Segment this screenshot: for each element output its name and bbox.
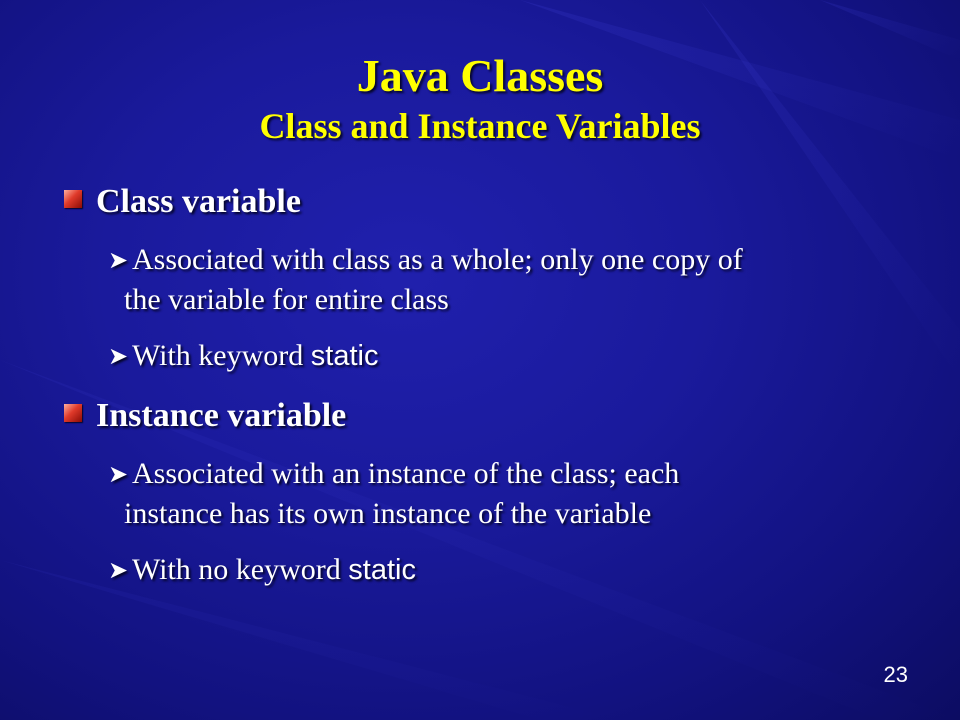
bullet-item	[108, 336, 908, 376]
arrowhead-bullet-icon: ➤	[108, 246, 129, 274]
bullet-text: With keyword	[132, 339, 311, 372]
page-number: 23	[883, 662, 908, 687]
keyword-static: static	[310, 340, 379, 372]
slide-title: Java Classes	[356, 50, 604, 101]
arrowhead-bullet-icon: ➤	[108, 342, 129, 370]
slide-subtitle: Class and Instance Variables	[259, 106, 701, 146]
red-square-bullet-icon	[64, 190, 82, 208]
bullet-line-2: the variable for entire class	[124, 283, 449, 316]
bullet-item	[108, 240, 908, 320]
bullet-item	[108, 454, 908, 534]
bullet-line-1: Associated with an instance of the class; each	[132, 457, 680, 490]
bullet-item	[108, 550, 908, 590]
bullet-text: With no keyword	[132, 553, 349, 586]
slide: Java Classes Class and Instance Variables Class variable ➤ Associated with class as a whole; only one copy of the variable for entire class ➤ With keyword static Instance variable ➤ Associated with an instance of the class; each instance has its own instance of the variable ➤ With no keyword static 23	[0, 0, 960, 720]
bullet-line-1: Associated with class as a whole; only one copy of	[132, 243, 743, 276]
title-block	[0, 48, 960, 148]
arrowhead-bullet-icon: ➤	[108, 460, 129, 488]
arrowhead-bullet-icon: ➤	[108, 556, 129, 584]
red-square-bullet-icon	[64, 404, 82, 422]
keyword-static: static	[348, 554, 416, 586]
bullet-line-2: instance has its own instance of the variable	[124, 497, 652, 530]
